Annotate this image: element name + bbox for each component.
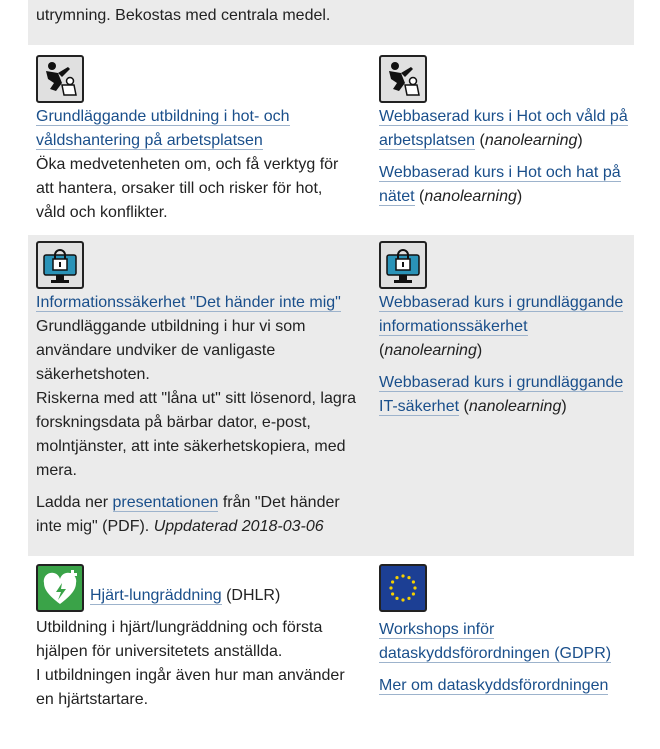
cpr-link[interactable]: Hjärt-lungräddning bbox=[90, 587, 222, 604]
cpr-title-suffix: (DHLR) bbox=[226, 587, 281, 604]
nanolearning-label: nanolearning bbox=[468, 398, 562, 415]
infosec-section bbox=[28, 235, 634, 556]
gdpr-more-link[interactable]: Mer om dataskyddsförordningen bbox=[379, 677, 609, 694]
violence-web-course-2-link[interactable]: Webbaserad kurs i Hot och hat på nätet bbox=[379, 164, 621, 205]
violence-section bbox=[28, 45, 634, 235]
infosec-download bbox=[36, 491, 356, 539]
eu-flag-icon bbox=[379, 564, 427, 612]
infosec-web-course-1-link[interactable]: Webbaserad kurs i grundläggande informationssäkerhet bbox=[379, 294, 624, 335]
cpr-title bbox=[90, 584, 280, 608]
infosec-web-course-2: Webbaserad kurs i grundläggande IT-säkerhet (nanolearning) bbox=[379, 374, 624, 415]
violence-web-course-1: Webbaserad kurs i Hot och våld på arbetsplatsen (nanolearning) bbox=[379, 108, 628, 149]
infosec-web-course-2-link[interactable]: Webbaserad kurs i grundläggande IT-säkerhet bbox=[379, 374, 624, 415]
download-prefix: Ladda ner bbox=[36, 494, 109, 511]
infosec-description-1: Grundläggande utbildning i hur vi som användare undviker de vanligaste säkerhetshoten. bbox=[36, 318, 306, 383]
nanolearning-label: nanolearning bbox=[384, 342, 477, 359]
padlock-monitor-icon bbox=[379, 241, 427, 289]
violence-description: Öka medvetenheten om, och få verktyg för att hantera, orsaker till och risker för hot, våld och konflikter. bbox=[36, 156, 339, 221]
padlock-monitor-icon bbox=[36, 241, 84, 289]
defibrillator-heart-icon bbox=[36, 564, 84, 612]
cpr-description-2: I utbildningen ingår även hur man använder en hjärtstartare. bbox=[36, 667, 345, 708]
cpr-description-1: Utbildning i hjärt/lungräddning och första hjälpen för universitetets anställda. bbox=[36, 619, 323, 660]
top-text: utrymning. Bekostas med centrala medel. bbox=[36, 7, 331, 24]
infosec-description-2: Riskerna med att "låna ut" sitt lösenord, lagra forskningsdata på bärbar dator, e-post, molntjänster, att inte säkerhetskopiera, med mera. bbox=[36, 390, 356, 479]
fighting-people-icon bbox=[36, 55, 84, 103]
gdpr-workshops bbox=[379, 618, 631, 666]
nanolearning-label: nanolearning bbox=[424, 188, 517, 205]
presentation-link[interactable]: presentationen bbox=[112, 494, 219, 511]
top-band bbox=[28, 0, 634, 45]
nanolearning-label: nanolearning bbox=[484, 132, 578, 149]
fighting-people-icon bbox=[379, 55, 427, 103]
violence-web-course-1-link[interactable]: Webbaserad kurs i Hot och våld på arbetsplatsen bbox=[379, 108, 628, 149]
updated-date: Uppdaterad 2018-03-06 bbox=[153, 518, 324, 535]
gdpr-workshops-link[interactable]: Workshops inför dataskyddsförordningen (GDPR) bbox=[379, 621, 612, 662]
violence-web-course-2: Webbaserad kurs i Hot och hat på nätet (nanolearning) bbox=[379, 164, 621, 205]
gdpr-more bbox=[379, 674, 631, 698]
infosec-presentation-link[interactable]: Informationssäkerhet "Det händer inte mig" bbox=[36, 294, 341, 311]
infosec-web-course-1: Webbaserad kurs i grundläggande informationssäkerhet (nanolearning) bbox=[379, 294, 624, 359]
cpr-gdpr-section bbox=[28, 556, 634, 749]
violence-course-link[interactable]: Grundläggande utbildning i hot- och våldshantering på arbetsplatsen bbox=[36, 108, 290, 149]
download-suffix: från "Det händer inte mig" (PDF). bbox=[36, 494, 340, 535]
